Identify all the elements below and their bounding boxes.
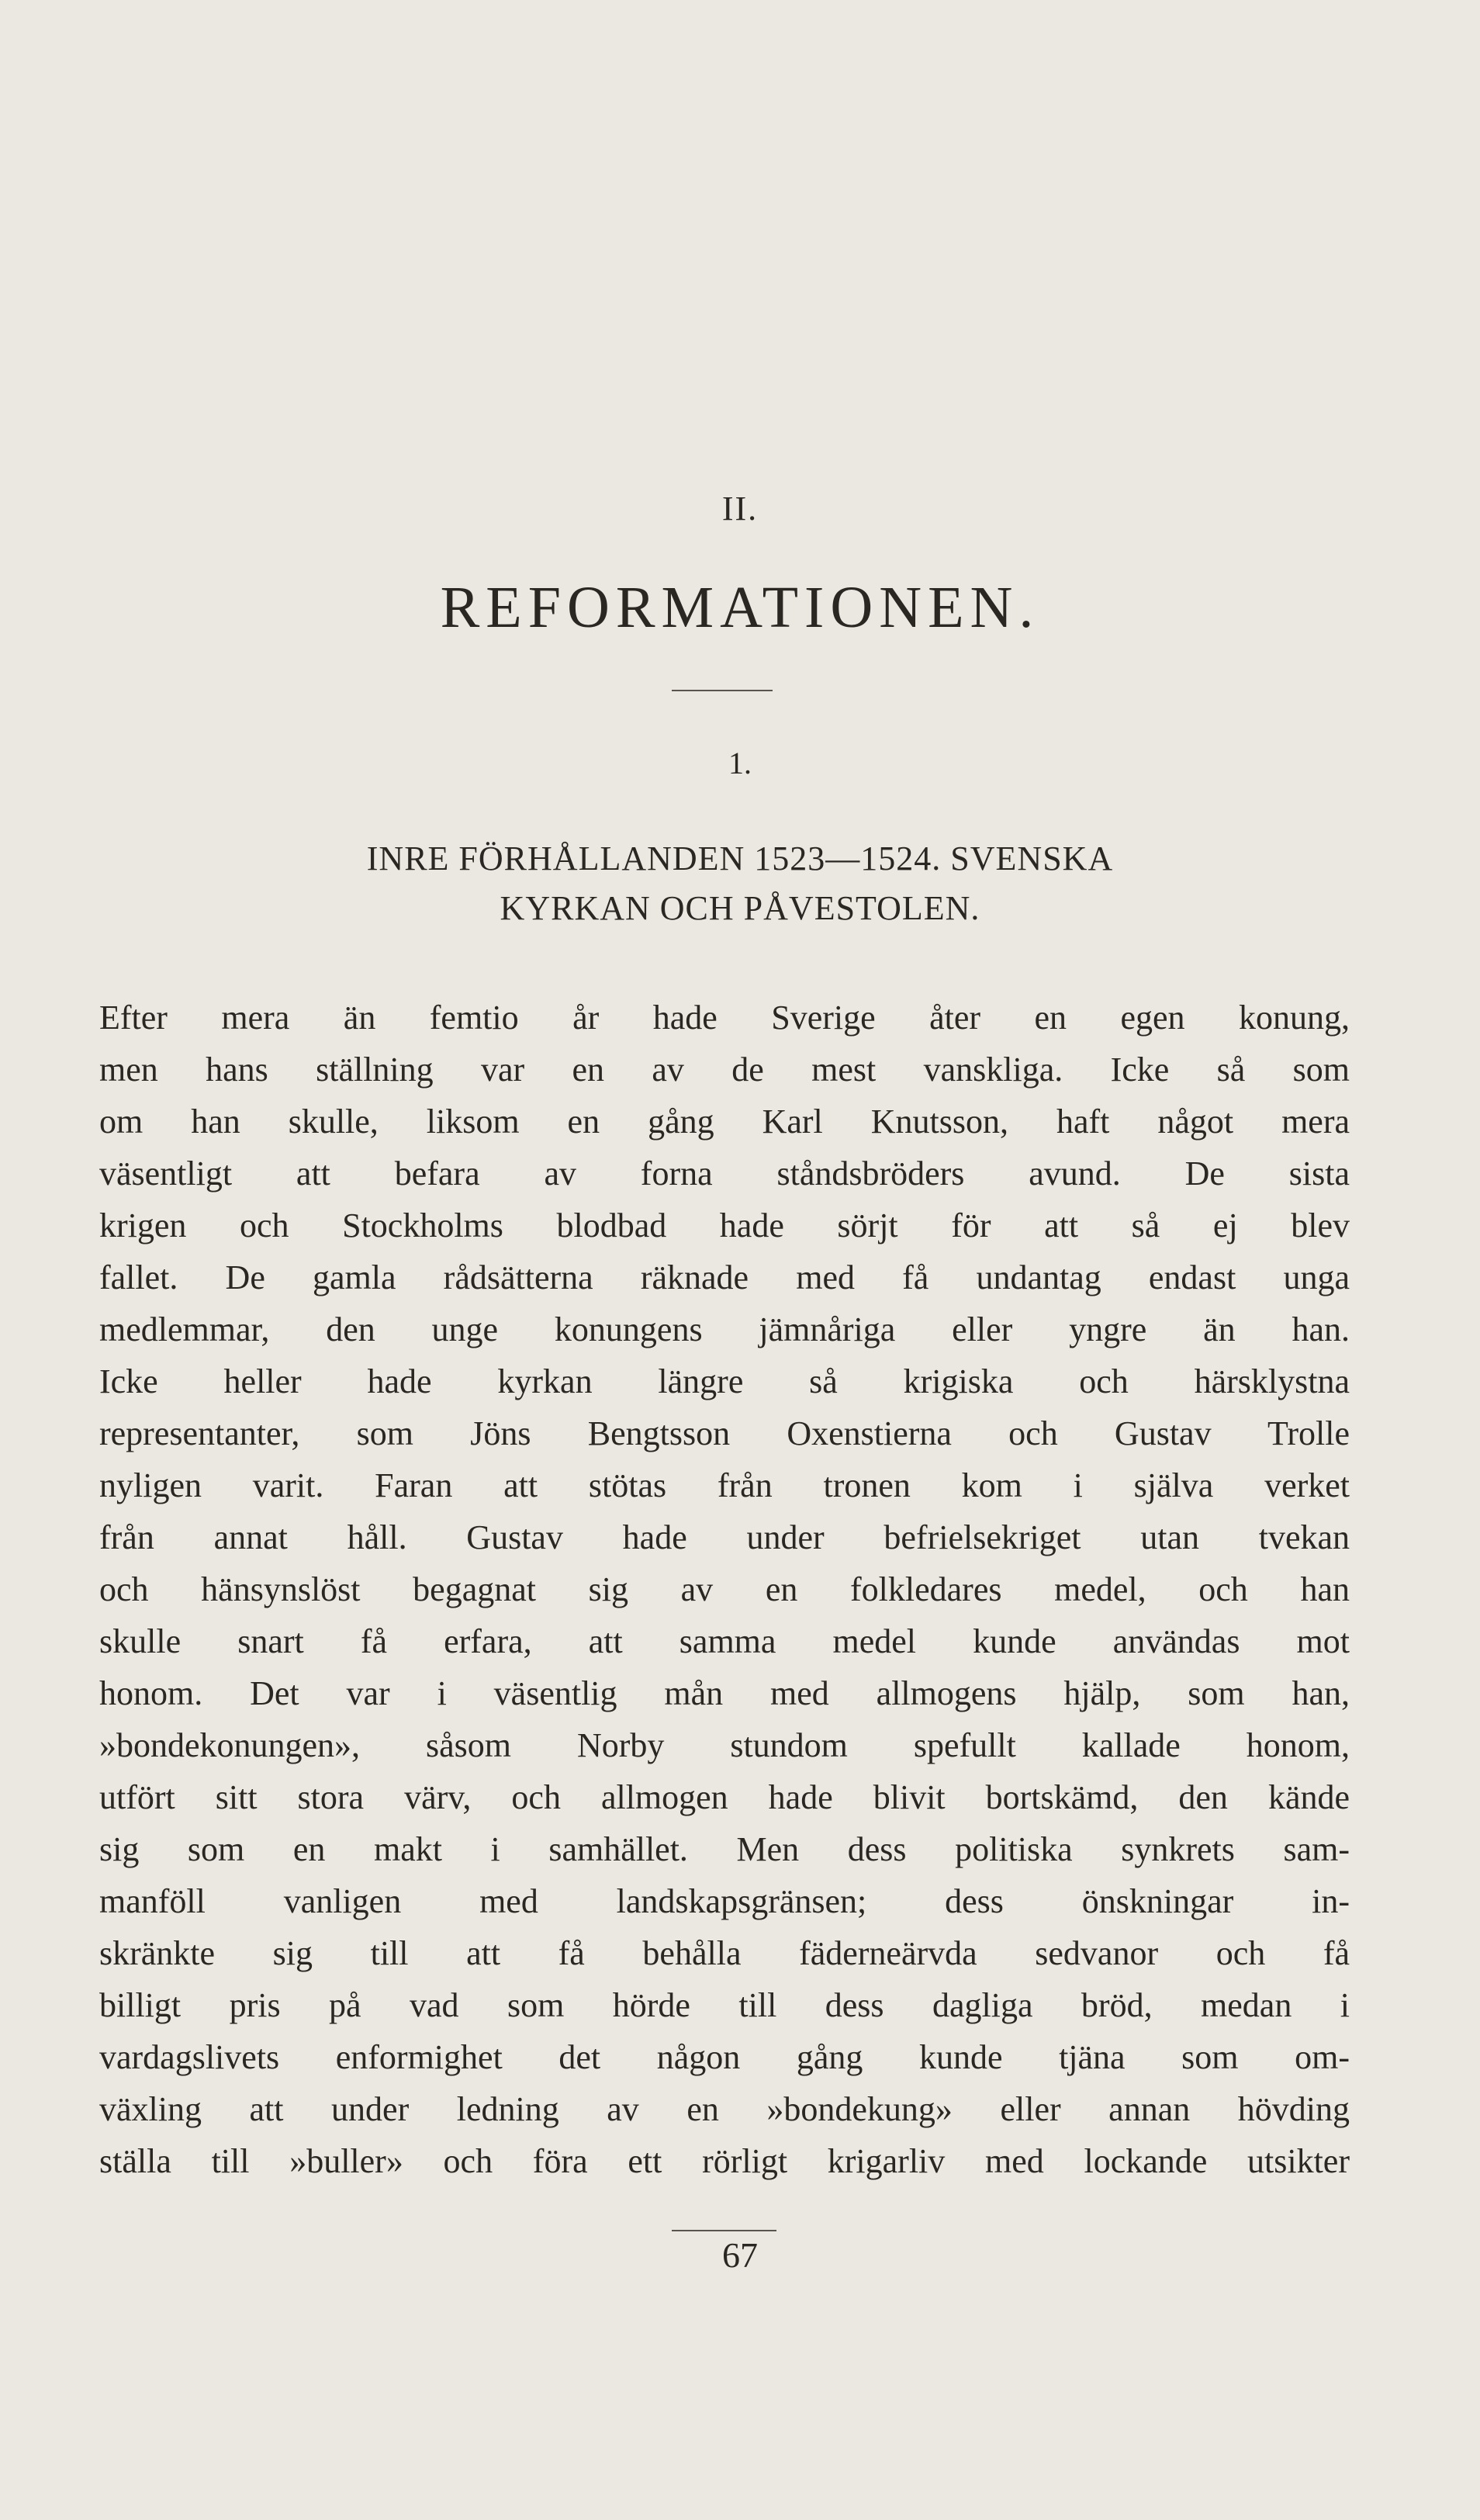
- section-number: II.: [721, 490, 759, 528]
- body-line: representanter, som Jöns Bengtsson Oxenstierna och Gustav Trolle: [99, 1414, 1350, 1452]
- body-line: Efter mera än femtio år hade Sverige åter en egen konung,: [99, 999, 1350, 1037]
- subsection-number: 1.: [728, 746, 752, 781]
- body-line: honom. Det var i väsentlig mån med allmogens hjälp, som han,: [99, 1674, 1350, 1712]
- body-line: sig som en makt i samhället. Men dess politiska synkrets sam-: [99, 1830, 1350, 1868]
- heading-line: INRE FÖRHÅLLANDEN 1523—1524. SVENSKA: [366, 839, 1114, 878]
- body-text: [99, 992, 1350, 2187]
- body-line: väsentligt att befara av forna ståndsbröders avund. De sista: [99, 1154, 1350, 1192]
- body-line: billigt pris på vad som hörde till dess dagliga bröd, medan i: [99, 1986, 1350, 2024]
- page-number-divider: [672, 2230, 776, 2231]
- body-line: och hänsynslöst begagnat sig av en folkledares medel, och han: [99, 1570, 1350, 1608]
- body-line: krigen och Stockholms blodbad hade sörjt för att så ej blev: [99, 1206, 1350, 1244]
- body-line: Icke heller hade kyrkan längre så krigiska och härsklystna: [99, 1362, 1350, 1400]
- body-line: »bondekonungen», såsom Norby stundom spefullt kallade honom,: [99, 1726, 1350, 1764]
- chapter-title: REFORMATIONEN.: [440, 575, 1040, 640]
- page-number: 67: [722, 2235, 758, 2275]
- body-line: vardagslivets enformighet det någon gång kunde tjäna som om-: [99, 2038, 1350, 2076]
- title-divider: [672, 690, 773, 691]
- body-line: fallet. De gamla rådsätterna räknade med få undantag endast unga: [99, 1258, 1350, 1296]
- body-line: utfört sitt stora värv, och allmogen hade blivit bortskämd, den kände: [99, 1778, 1350, 1816]
- heading-line: KYRKAN OCH PÅVESTOLEN.: [500, 889, 980, 927]
- body-line: nyligen varit. Faran att stötas från tronen kom i själva verket: [99, 1466, 1350, 1504]
- body-line: manföll vanligen med landskapsgränsen; dess önskningar in-: [99, 1882, 1350, 1920]
- body-line: medlemmar, den unge konungens jämnåriga eller yngre än han.: [99, 1310, 1350, 1348]
- body-line: skränkte sig till att få behålla fäderneärvda sedvanor och få: [99, 1934, 1350, 1972]
- body-line: om han skulle, liksom en gång Karl Knutsson, haft något mera: [99, 1102, 1350, 1141]
- body-line: från annat håll. Gustav hade under befrielsekriget utan tvekan: [99, 1518, 1350, 1556]
- body-line: men hans ställning var en av de mest vanskliga. Icke så som: [99, 1051, 1350, 1089]
- body-line: skulle snart få erfara, att samma medel kunde användas mot: [99, 1622, 1350, 1660]
- subsection-heading: [0, 834, 1480, 933]
- body-line: ställa till »buller» och föra ett rörligt krigarliv med lockande utsikter: [99, 2142, 1350, 2180]
- body-line: växling att under ledning av en »bondekung» eller annan hövding: [99, 2090, 1350, 2128]
